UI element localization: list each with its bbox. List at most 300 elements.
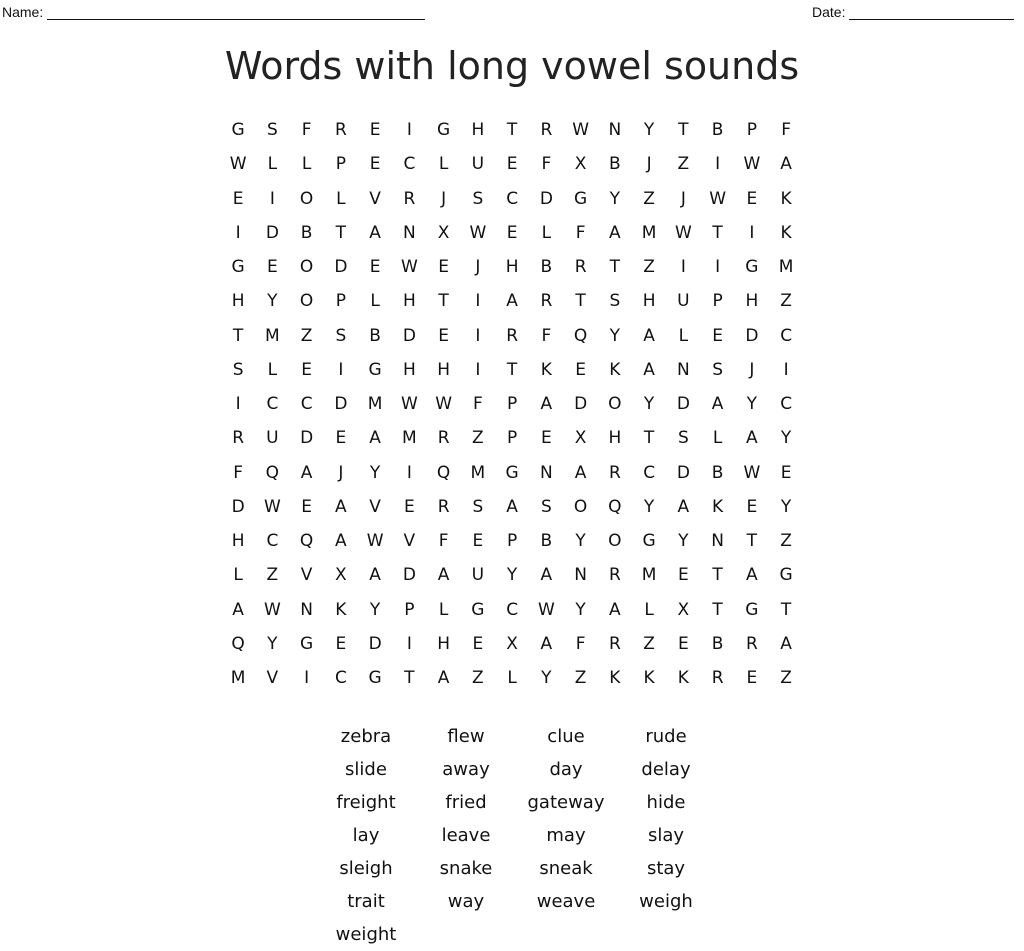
grid-letter: I: [235, 222, 241, 243]
grid-letter: I: [406, 120, 412, 140]
grid-letter: W: [366, 531, 384, 551]
grid-letter: Z: [472, 668, 484, 688]
grid-letter: M: [641, 565, 657, 586]
grid-letter: C: [780, 325, 793, 346]
grid-letter: A: [232, 599, 244, 620]
grid-letter: A: [677, 496, 690, 517]
word-bank-item: slide: [345, 759, 387, 780]
grid-letter: T: [712, 565, 723, 586]
grid-letter: W: [400, 257, 418, 277]
grid-letter: E: [267, 257, 278, 277]
grid-letter: Y: [369, 462, 381, 483]
grid-letter: W: [229, 154, 247, 175]
grid-letter: H: [231, 291, 245, 312]
grid-letter: C: [403, 154, 416, 175]
grid-letter: A: [335, 496, 347, 517]
grid-letter: G: [368, 359, 382, 380]
grid-letter: O: [299, 257, 314, 277]
grid-letter: Y: [678, 531, 689, 551]
grid-letter: C: [506, 599, 519, 620]
grid-letter: B: [711, 462, 724, 483]
grid-letter: L: [438, 154, 449, 175]
grid-letter: D: [334, 394, 348, 414]
grid-letter: A: [574, 462, 587, 483]
grid-letter: X: [335, 565, 347, 586]
grid-letter: I: [406, 633, 412, 654]
grid-letter: V: [369, 188, 381, 209]
grid-letter: W: [674, 222, 692, 243]
word-bank-item: fried: [445, 792, 487, 813]
grid-letter: L: [644, 599, 654, 620]
grid-letter: D: [402, 325, 416, 346]
grid-letter: C: [266, 531, 279, 551]
grid-letter: Q: [265, 462, 280, 483]
grid-letter: R: [711, 668, 724, 688]
grid-letter: L: [301, 154, 312, 175]
word-bank-column: [616, 720, 716, 951]
grid-letter: Z: [643, 633, 655, 654]
grid-letter: T: [712, 599, 723, 620]
grid-letter: F: [541, 154, 552, 175]
grid-letter: L: [507, 668, 517, 688]
grid-letter: G: [779, 565, 793, 586]
grid-letter: A: [540, 565, 553, 586]
grid-letter: T: [404, 668, 415, 688]
grid-letter: I: [680, 257, 686, 277]
grid-letter: I: [715, 257, 721, 277]
grid-letter: E: [678, 565, 689, 586]
grid-letter: E: [335, 633, 347, 654]
grid-letter: A: [506, 291, 518, 312]
grid-letter: A: [643, 325, 655, 346]
word-bank-item: zebra: [340, 726, 392, 747]
grid-letter: Y: [575, 531, 586, 551]
grid-letter: B: [609, 154, 621, 175]
grid-letter: I: [269, 188, 275, 209]
grid-letter: B: [711, 633, 724, 654]
grid-letter: T: [609, 257, 621, 277]
grid-row: [221, 113, 803, 147]
grid-letter: A: [369, 222, 381, 243]
grid-letter: F: [575, 222, 586, 243]
grid-letter: W: [263, 496, 281, 517]
grid-letter: W: [709, 188, 727, 209]
grid-letter: P: [746, 120, 757, 140]
grid-letter: E: [232, 188, 244, 209]
grid-letter: R: [437, 496, 450, 517]
grid-letter: Z: [677, 154, 690, 175]
grid-letter: K: [780, 222, 792, 243]
grid-letter: T: [746, 531, 758, 551]
grid-letter: Y: [609, 325, 621, 346]
grid-letter: Y: [575, 599, 586, 620]
grid-letter: L: [678, 325, 689, 346]
grid-letter: O: [299, 188, 314, 209]
grid-letter: E: [301, 359, 312, 380]
grid-letter: Z: [300, 325, 313, 346]
grid-letter: E: [506, 154, 518, 175]
grid-letter: Y: [267, 633, 278, 654]
grid-letter: E: [438, 325, 449, 346]
grid-letter: S: [232, 359, 244, 380]
grid-letter: D: [574, 394, 588, 414]
grid-letter: H: [642, 291, 656, 312]
grid-letter: J: [680, 188, 686, 209]
grid-letter: T: [780, 599, 792, 620]
grid-row: [221, 353, 803, 387]
date-line: [849, 5, 1014, 20]
grid-letter: E: [472, 633, 484, 654]
grid-letter: U: [471, 154, 485, 175]
grid-letter: Y: [643, 394, 655, 414]
grid-letter: G: [505, 462, 519, 483]
grid-row: [221, 147, 803, 181]
grid-letter: G: [745, 257, 759, 277]
grid-letter: U: [471, 565, 485, 586]
grid-letter: P: [506, 394, 518, 414]
grid-letter: G: [745, 599, 759, 620]
word-bank-column: [316, 720, 416, 951]
grid-letter: J: [338, 462, 344, 483]
grid-letter: E: [746, 188, 758, 209]
grid-letter: B: [540, 257, 553, 277]
grid-letter: O: [573, 496, 588, 517]
grid-letter: Z: [266, 565, 279, 586]
word-bank-item: snake: [439, 858, 493, 879]
grid-letter: K: [540, 359, 552, 380]
grid-letter: C: [643, 462, 656, 483]
grid-letter: K: [780, 188, 792, 209]
grid-letter: C: [266, 394, 279, 414]
grid-letter: L: [370, 291, 380, 312]
grid-letter: W: [263, 599, 281, 620]
grid-letter: G: [300, 633, 314, 654]
grid-letter: X: [677, 599, 690, 620]
grid-letter: P: [335, 291, 346, 312]
grid-letter: D: [334, 257, 348, 277]
grid-letter: G: [642, 531, 656, 551]
grid-letter: M: [470, 462, 486, 483]
grid-letter: P: [404, 599, 415, 620]
grid-letter: A: [369, 565, 381, 586]
grid-letter: R: [506, 325, 519, 346]
grid-letter: G: [471, 599, 485, 620]
grid-letter: D: [231, 496, 245, 517]
word-bank: [316, 720, 716, 951]
grid-letter: A: [437, 565, 450, 586]
grid-letter: Y: [746, 394, 758, 414]
grid-letter: W: [743, 462, 761, 483]
grid-letter: C: [334, 668, 347, 688]
grid-letter: A: [369, 428, 381, 449]
grid-letter: D: [368, 633, 382, 654]
grid-letter: X: [574, 428, 587, 449]
grid-letter: R: [574, 257, 587, 277]
grid-letter: C: [780, 394, 793, 414]
grid-letter: L: [712, 428, 723, 449]
grid-row: [221, 490, 803, 524]
word-search-grid: [221, 113, 803, 695]
grid-letter: Z: [780, 291, 792, 312]
grid-letter: D: [676, 394, 690, 414]
grid-letter: R: [334, 120, 347, 140]
grid-row: [221, 421, 803, 455]
grid-letter: J: [646, 154, 652, 175]
grid-letter: Y: [780, 428, 792, 449]
grid-letter: E: [746, 668, 758, 688]
grid-letter: X: [574, 154, 587, 175]
grid-row: [221, 593, 803, 627]
word-bank-column: [516, 720, 616, 951]
grid-letter: U: [266, 428, 279, 449]
grid-letter: S: [335, 325, 347, 346]
grid-letter: K: [643, 668, 655, 688]
grid-letter: H: [745, 291, 759, 312]
grid-letter: I: [338, 359, 344, 380]
grid-letter: L: [541, 222, 552, 243]
grid-letter: A: [300, 462, 313, 483]
grid-letter: A: [780, 633, 792, 654]
grid-letter: Y: [643, 120, 655, 140]
date-label: Date:: [812, 4, 846, 20]
grid-letter: D: [265, 222, 279, 243]
grid-letter: A: [335, 531, 347, 551]
grid-letter: P: [712, 291, 723, 312]
grid-letter: Z: [780, 668, 792, 688]
grid-letter: E: [575, 359, 586, 380]
grid-letter: F: [575, 633, 586, 654]
grid-letter: X: [437, 222, 450, 243]
grid-letter: N: [540, 462, 553, 483]
word-bank-item: sleigh: [339, 858, 393, 879]
grid-letter: E: [335, 428, 347, 449]
grid-letter: W: [400, 394, 418, 414]
grid-letter: H: [505, 257, 519, 277]
grid-row: [221, 558, 803, 592]
grid-letter: G: [231, 257, 245, 277]
grid-letter: M: [367, 394, 383, 414]
grid-letter: H: [402, 291, 416, 312]
grid-letter: T: [678, 120, 689, 140]
grid-letter: G: [574, 188, 588, 209]
grid-letter: R: [745, 633, 758, 654]
grid-letter: B: [369, 325, 381, 346]
grid-letter: D: [300, 428, 314, 449]
grid-row: [221, 627, 803, 661]
grid-letter: M: [778, 257, 794, 277]
grid-letter: D: [676, 462, 690, 483]
grid-letter: B: [711, 120, 724, 140]
grid-row: [221, 661, 803, 695]
word-bank-item: trait: [347, 891, 385, 912]
grid-row: [221, 319, 803, 353]
grid-letter: H: [402, 359, 416, 380]
grid-letter: R: [608, 462, 621, 483]
word-bank-item: way: [447, 891, 485, 912]
grid-letter: M: [641, 222, 657, 243]
word-bank-item: flew: [447, 726, 485, 747]
grid-row: [221, 250, 803, 284]
grid-letter: S: [472, 188, 484, 209]
grid-letter: P: [335, 154, 346, 175]
grid-letter: L: [267, 154, 278, 175]
grid-letter: W: [469, 222, 487, 243]
grid-letter: D: [402, 565, 416, 586]
grid-letter: N: [574, 565, 587, 586]
word-bank-item: slay: [647, 825, 685, 846]
word-bank-item: weave: [536, 891, 596, 912]
grid-letter: A: [540, 633, 553, 654]
grid-letter: A: [540, 394, 553, 414]
name-label: Name:: [2, 4, 44, 20]
grid-letter: X: [506, 633, 518, 654]
grid-letter: Y: [609, 188, 621, 209]
grid-letter: R: [608, 565, 621, 586]
grid-letter: G: [437, 120, 451, 140]
grid-letter: N: [300, 599, 313, 620]
grid-letter: A: [437, 668, 450, 688]
grid-letter: Z: [643, 257, 655, 277]
grid-letter: I: [475, 325, 481, 346]
grid-letter: Q: [231, 633, 245, 654]
grid-letter: Q: [608, 496, 622, 517]
grid-letter: I: [406, 462, 412, 483]
grid-row: [221, 216, 803, 250]
grid-letter: I: [475, 291, 481, 312]
grid-letter: R: [437, 428, 450, 449]
word-bank-item: rude: [645, 726, 687, 747]
grid-letter: I: [235, 394, 241, 414]
grid-letter: T: [506, 359, 518, 380]
word-bank-item: gateway: [527, 792, 605, 813]
grid-letter: N: [608, 120, 622, 140]
grid-letter: L: [233, 565, 243, 586]
grid-letter: Z: [780, 531, 792, 551]
grid-letter: Q: [436, 462, 451, 483]
grid-letter: T: [232, 325, 244, 346]
grid-row: [221, 387, 803, 421]
word-bank-item: away: [442, 759, 490, 780]
grid-letter: R: [403, 188, 416, 209]
grid-letter: A: [506, 496, 518, 517]
grid-letter: W: [537, 599, 555, 620]
word-bank-item: delay: [641, 759, 691, 780]
grid-letter: Z: [574, 668, 587, 688]
grid-letter: N: [677, 359, 690, 380]
grid-letter: W: [743, 154, 761, 175]
grid-letter: H: [437, 633, 451, 654]
grid-letter: G: [368, 668, 382, 688]
grid-letter: E: [712, 325, 723, 346]
date-field: [812, 4, 1014, 20]
word-bank-item: hide: [646, 792, 686, 813]
grid-letter: O: [299, 291, 314, 312]
grid-letter: J: [441, 188, 447, 209]
grid-letter: K: [335, 599, 347, 620]
grid-letter: Y: [267, 291, 278, 312]
grid-letter: E: [780, 462, 792, 483]
grid-letter: M: [265, 325, 280, 346]
grid-letter: I: [749, 222, 755, 243]
word-bank-item: clue: [547, 726, 585, 747]
grid-letter: F: [438, 531, 449, 551]
grid-letter: J: [749, 359, 755, 380]
grid-letter: T: [506, 120, 518, 140]
grid-letter: C: [300, 394, 313, 414]
grid-letter: Y: [369, 599, 381, 620]
grid-letter: E: [369, 120, 381, 140]
grid-letter: Y: [541, 668, 552, 688]
grid-letter: E: [472, 531, 484, 551]
grid-row: [221, 182, 803, 216]
word-bank-item: sneak: [539, 858, 593, 879]
grid-letter: T: [575, 291, 586, 312]
grid-letter: E: [678, 633, 689, 654]
grid-letter: H: [471, 120, 485, 140]
grid-letter: W: [572, 120, 590, 140]
grid-letter: M: [402, 428, 417, 449]
word-bank-item: weigh: [639, 891, 693, 912]
grid-letter: W: [435, 394, 453, 414]
grid-letter: M: [230, 668, 246, 688]
grid-letter: P: [506, 531, 518, 551]
grid-letter: S: [677, 428, 689, 449]
grid-letter: S: [266, 120, 278, 140]
grid-letter: Y: [643, 496, 655, 517]
grid-letter: P: [506, 428, 518, 449]
grid-letter: K: [712, 496, 724, 517]
grid-letter: A: [609, 222, 621, 243]
word-bank-column: [416, 720, 516, 951]
grid-letter: T: [643, 428, 655, 449]
grid-letter: Y: [506, 565, 518, 586]
grid-row: [221, 456, 803, 490]
grid-letter: V: [266, 668, 279, 688]
grid-letter: D: [745, 325, 759, 346]
grid-letter: L: [267, 359, 278, 380]
grid-letter: K: [609, 359, 621, 380]
grid-letter: N: [711, 531, 724, 551]
grid-row: [221, 284, 803, 318]
grid-letter: S: [540, 496, 552, 517]
grid-letter: I: [715, 154, 721, 175]
grid-letter: R: [540, 291, 553, 312]
grid-letter: V: [403, 531, 416, 551]
grid-letter: I: [475, 359, 481, 380]
grid-letter: T: [335, 222, 347, 243]
grid-row: [221, 524, 803, 558]
word-bank-item: weight: [335, 924, 397, 945]
grid-letter: F: [472, 394, 483, 414]
word-bank-item: lay: [352, 825, 380, 846]
grid-letter: E: [369, 154, 381, 175]
grid-letter: Z: [472, 428, 484, 449]
word-bank-item: day: [549, 759, 583, 780]
grid-letter: I: [304, 668, 310, 688]
page-title: Words with long vowel sounds: [224, 44, 800, 88]
grid-letter: E: [369, 257, 381, 277]
grid-letter: Z: [643, 188, 655, 209]
grid-letter: A: [643, 359, 655, 380]
grid-letter: G: [231, 120, 245, 140]
grid-letter: Y: [780, 496, 792, 517]
grid-letter: T: [438, 291, 449, 312]
grid-letter: H: [437, 359, 451, 380]
grid-letter: E: [404, 496, 415, 517]
grid-letter: H: [608, 428, 622, 449]
grid-letter: U: [677, 291, 690, 312]
grid-letter: R: [608, 633, 621, 654]
